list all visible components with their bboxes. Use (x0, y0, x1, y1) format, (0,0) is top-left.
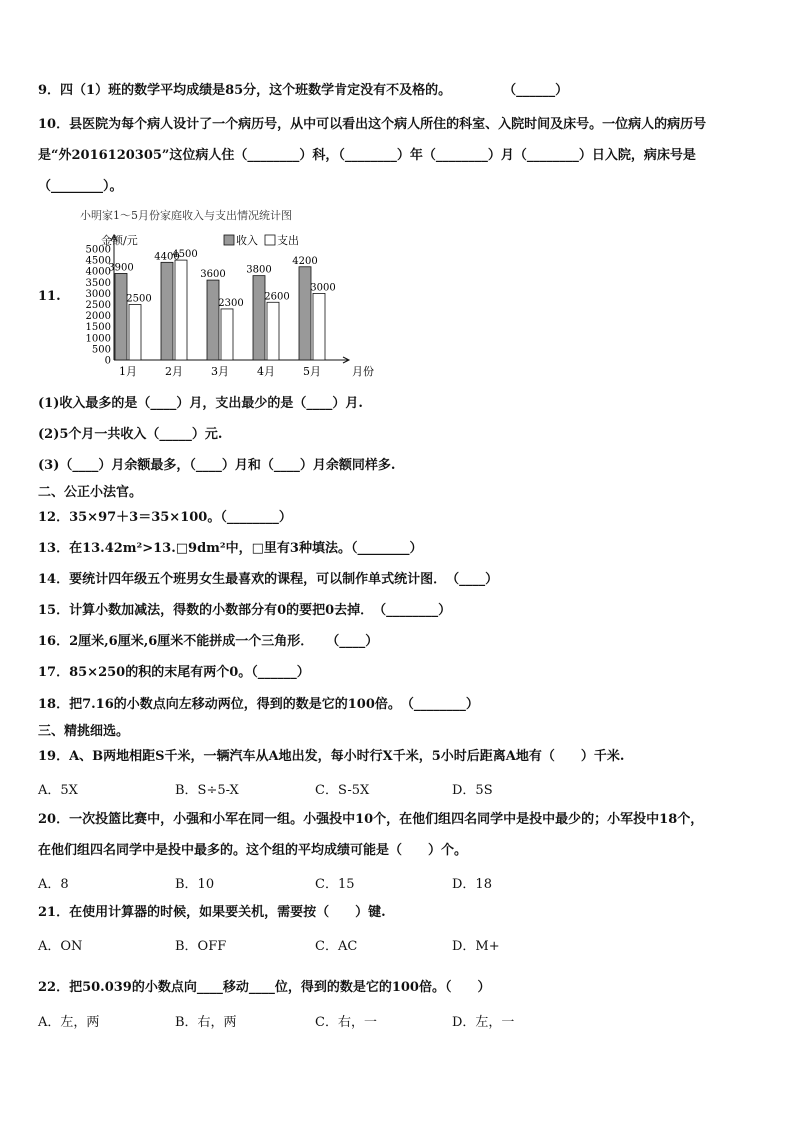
bar-income (207, 280, 219, 360)
legend-swatch-expense (265, 235, 275, 245)
y-axis-label: 金额/元 (101, 234, 138, 247)
option-a[interactable]: A．ON (38, 939, 83, 954)
y-tick-label: 3500 (85, 277, 111, 289)
data-label-income: 3800 (246, 264, 272, 276)
question-22: 22．把50.039的小数点向____移动____位，得到的数是它的100倍。（ ） (38, 980, 491, 995)
option-c[interactable]: C．15 (315, 877, 355, 892)
y-tick-label: 500 (91, 344, 111, 356)
y-tick-label: 1000 (85, 333, 111, 345)
question-11-chart-block (38, 205, 374, 385)
x-tick-label: 1月 (119, 365, 137, 378)
y-tick-label: 1500 (85, 322, 111, 334)
y-tick-label: 2000 (85, 311, 111, 323)
option-c[interactable]: C．右，一 (315, 1015, 377, 1030)
question-14: 14．要统计四年级五个班男女生最喜欢的课程，可以制作单式统计图． （____） (38, 572, 499, 587)
y-tick-label: 5000 (85, 244, 111, 256)
question-13: 13．在13.42m²>13.□9dm²中，□里有3种填法。（________） (38, 541, 423, 556)
question-17: 17．85×250的积的末尾有两个0。（______） (38, 665, 310, 680)
legend-swatch-income (224, 235, 234, 245)
question-11-sub-1: (1)收入最多的是（____）月，支出最少的是（____）月. (38, 396, 363, 411)
data-label-expense: 4500 (172, 249, 198, 261)
option-a[interactable]: A．8 (38, 877, 69, 892)
bar-income (299, 267, 311, 360)
y-tick-label: 4000 (85, 266, 111, 278)
y-tick-label: 0 (104, 355, 111, 367)
x-tick-label: 2月 (165, 365, 183, 378)
bar-expense (267, 302, 279, 360)
option-a[interactable]: A．5X (38, 783, 78, 798)
data-label-income: 3600 (200, 269, 226, 281)
legend-label-expense: 支出 (277, 234, 299, 247)
section-2-heading: 二、公正小法官。 (38, 485, 143, 500)
question-9: 9．四（1）班的数学平均成绩是85分，这个班数学肯定没有不及格的。 （______） (38, 83, 569, 98)
income-expense-bar-chart (38, 205, 374, 385)
data-label-expense: 2600 (264, 291, 290, 303)
bar-expense (313, 293, 325, 360)
question-11-number: 11. (38, 289, 61, 304)
option-c[interactable]: C．AC (315, 939, 358, 954)
option-d[interactable]: D．18 (452, 877, 492, 892)
option-d[interactable]: D．5S (452, 783, 493, 798)
x-tick-label: 3月 (211, 365, 229, 378)
question-11-sub-2: (2)5个月一共收入（_____）元. (38, 427, 223, 442)
y-tick-label: 4500 (85, 255, 111, 267)
x-tick-label: 4月 (257, 365, 275, 378)
x-axis-label: 月份 (352, 365, 374, 378)
question-11-sub-3: (3)（____）月余额最多，（____）月和（____）月余额同样多. (38, 458, 396, 473)
question-16: 16．2厘米,6厘米,6厘米不能拼成一个三角形． （____） (38, 634, 379, 649)
question-19: 19．A、B两地相距S千米，一辆汽车从A地出发，每小时行X千米，5小时后距离A地有（ ）千米. (38, 749, 625, 764)
option-b[interactable]: B．OFF (175, 939, 227, 954)
question-10-line-3: （________）。 (38, 179, 123, 194)
question-21: 21．在使用计算器的时候，如果要关机，需要按（ ）键. (38, 905, 386, 920)
option-b[interactable]: B．右，两 (175, 1015, 237, 1030)
question-20-line-1: 20．一次投篮比赛中，小强和小军在同一组。小强投中10个，在他们组四名同学中是投中最少的；小军投中18个， (38, 812, 704, 827)
option-d[interactable]: D．M+ (452, 939, 500, 954)
data-label-income: 4400 (154, 251, 180, 263)
question-20-line-2: 在他们组四名同学中是投中最多的。这个组的平均成绩可能是（ ）个。 (38, 843, 468, 858)
bar-expense (221, 309, 233, 360)
bar-expense (175, 260, 187, 360)
chart-title: 小明家1～5月份家庭收入与支出情况统计图 (80, 209, 292, 222)
x-tick-label: 5月 (303, 365, 321, 378)
option-c[interactable]: C．S-5X (315, 783, 370, 798)
option-b[interactable]: B．10 (175, 877, 215, 892)
bar-income (253, 276, 265, 360)
data-label-expense: 3000 (310, 282, 336, 294)
data-label-expense: 2500 (126, 293, 152, 305)
question-10-line-2: 是“外2016120305”这位病人住（________）科，（________）年（________）月（________）日入院，病床号是 (38, 148, 696, 163)
data-label-income: 3900 (108, 262, 134, 274)
bar-income (161, 262, 173, 360)
y-tick-label: 3000 (85, 288, 111, 300)
bar-expense (129, 305, 141, 361)
y-tick-label: 2500 (85, 300, 111, 311)
option-b[interactable]: B．S÷5-X (175, 783, 239, 798)
question-12: 12．35×97＋3＝35×100。（________） (38, 510, 292, 525)
data-label-income: 4200 (292, 255, 318, 267)
question-15: 15．计算小数加减法，得数的小数部分有0的要把0去掉． （________） (38, 603, 452, 618)
bar-income (115, 273, 127, 360)
option-d[interactable]: D．左，一 (452, 1015, 515, 1030)
question-10-line-1: 10．县医院为每个病人设计了一个病历号，从中可以看出这个病人所住的科室、入院时间及床号。一位病人的病历号 (38, 117, 707, 132)
data-label-expense: 2300 (218, 297, 244, 309)
legend-label-income: 收入 (236, 234, 258, 247)
question-18: 18．把7.16的小数点向左移动两位，得到的数是它的100倍。 （________） (38, 697, 479, 712)
section-3-heading: 三、精挑细选。 (38, 724, 130, 739)
option-a[interactable]: A．左，两 (38, 1015, 100, 1030)
